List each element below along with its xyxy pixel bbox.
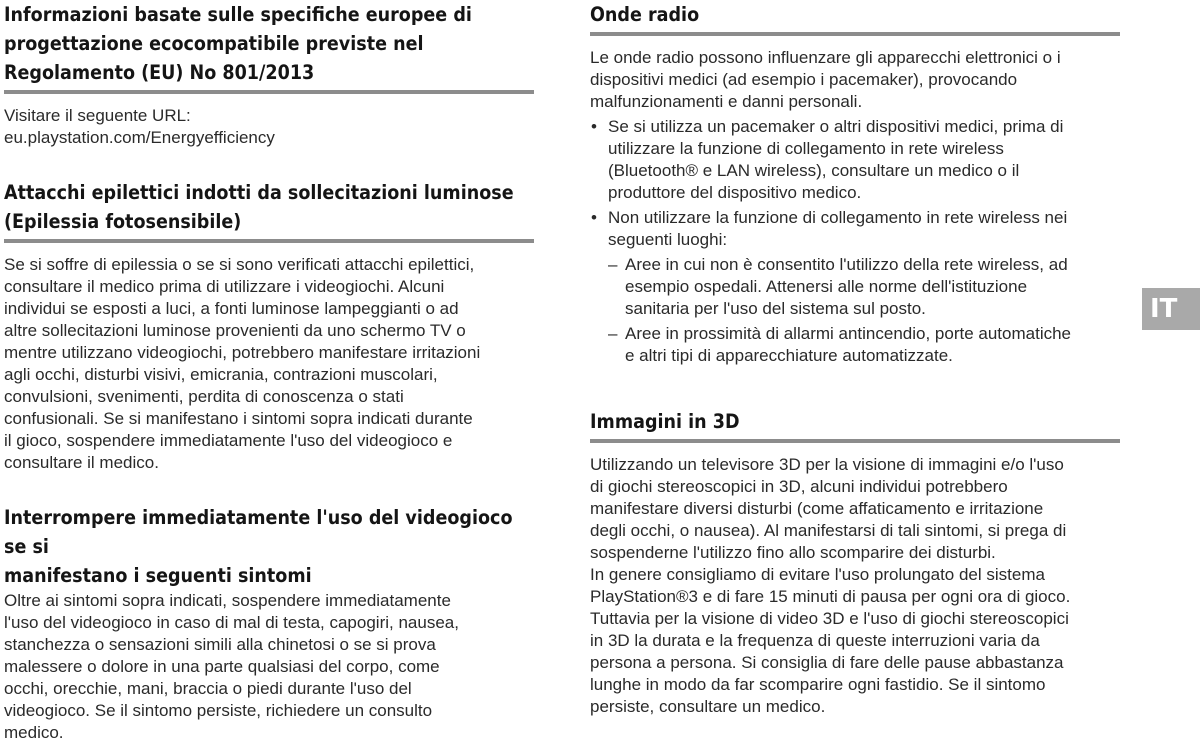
section-ecodesign xyxy=(4,0,534,149)
section-epilepsy-title: Attacchi epilettici indotti da sollecitazioni luminose (Epilessia fotosensibile) xyxy=(4,181,514,233)
section-radio-title: Onde radio xyxy=(590,3,700,26)
section-symptoms-body: Oltre ai sintomi sopra indicati, sospendere immediatamente l'uso del videogioco in caso di mal di testa, capogiri, nausea, stanchezza o sensazioni simili alla chinetosi o se si prova malessere o dolore in una parte qualsiasi del corpo, come occhi, orecchie, mani, braccia o piedi durante l'uso del videogioco. Se il sintomo persiste, richiedere un consulto medico. xyxy=(4,591,459,742)
list-item: • Se si utilizza un pacemaker o altri dispositivi medici, prima di utilizzare la funzione di collegamento in rete wireless (Bluetooth® e LAN wireless), consultare un medico o il produttore del dispositivo medico. xyxy=(590,116,1120,204)
section-ecodesign-body: Visitare il seguente URL: eu.playstation.com/Energyefficiency xyxy=(4,106,275,147)
section-divider xyxy=(590,439,1120,443)
section-photosensitive-epilepsy xyxy=(4,178,534,474)
section-symptoms-title: Interrompere immediatamente l'uso del videogioco se si manifestano i seguenti sintomi xyxy=(4,506,513,587)
section-radio-intro: Le onde radio possono influenzare gli apparecchi elettronici o i dispositivi medici (ad esempio i pacemaker), provocando malfunzionamenti e danni personali. xyxy=(590,48,1061,111)
radio-dash-list xyxy=(590,254,1120,367)
section-3d-body: Utilizzando un televisore 3D per la visione di immagini e/o l'uso di giochi stereoscopici in 3D, alcuni individui potrebbero manifestare diversi disturbi (come affaticamento e irritazione degli occhi, o nausea). Al manifestarsi di tali sintomi, si prega di sospenderne l'utilizzo fino allo scomparire dei disturbi. In genere consigliamo di evitare l'uso prolungato del sistema PlayStation®3 e di fare 15 minuti di pausa per ogni ora di gioco. Tuttavia per la visione di video 3D e l'uso di giochi stereoscopici in 3D la durata e la frequenza di queste interruzioni varia da persona a persona. Si consiglia di fare delle pause abbastanza lunghe in modo da far scomparire ogni fastidio. Se il sintomo persiste, consultare un medico. xyxy=(590,455,1071,716)
language-tab: IT xyxy=(1142,288,1200,330)
list-item: • Non utilizzare la funzione di collegamento in rete wireless nei seguenti luoghi: xyxy=(590,207,1120,251)
energy-url: eu.playstation.com/Energyefficiency xyxy=(4,128,275,147)
section-divider xyxy=(590,32,1120,36)
section-stop-symptoms xyxy=(4,503,534,744)
section-epilepsy-body: Se si soffre di epilessia o se si sono verificati attacchi epilettici, consultare il medico prima di utilizzare i videogiochi. Alcuni individui se esposti a luci, a fonti luminose lampeggianti o ad altre sollecitazioni luminose provenienti da uno schermo TV o mentre utilizzano videogiochi, potrebbero manifestare irritazioni agli occhi, disturbi visivi, emicrania, contrazioni muscolari, convulsioni, svenimenti, perdita di conoscenza o stati confusionali. Se si manifestano i sintomi sopra indicati durante il gioco, sospendere immediatamente l'uso del videogioco e consultare il medico. xyxy=(4,255,481,472)
list-item: – Aree in prossimità di allarmi antincendio, porte automatiche e altri tipi di apparecchiature automatizzate. xyxy=(590,323,1120,367)
right-column xyxy=(590,0,1120,718)
section-divider xyxy=(4,239,534,243)
section-3d-title: Immagini in 3D xyxy=(590,410,740,433)
left-column xyxy=(4,0,534,744)
section-divider xyxy=(4,90,534,94)
section-radio-waves xyxy=(590,0,1120,367)
radio-bullet-list xyxy=(590,116,1120,251)
section-ecodesign-title: Informazioni basate sulle specifiche europee di progettazione ecocompatibile previste nel Regolamento (EU) No 801/2013 xyxy=(4,3,472,84)
section-3d-images xyxy=(590,407,1120,718)
list-item: – Aree in cui non è consentito l'utilizzo della rete wireless, ad esempio ospedali. Attenersi alle norme dell'istituzione sanitaria per l'uso del sistema sul posto. xyxy=(590,254,1120,320)
